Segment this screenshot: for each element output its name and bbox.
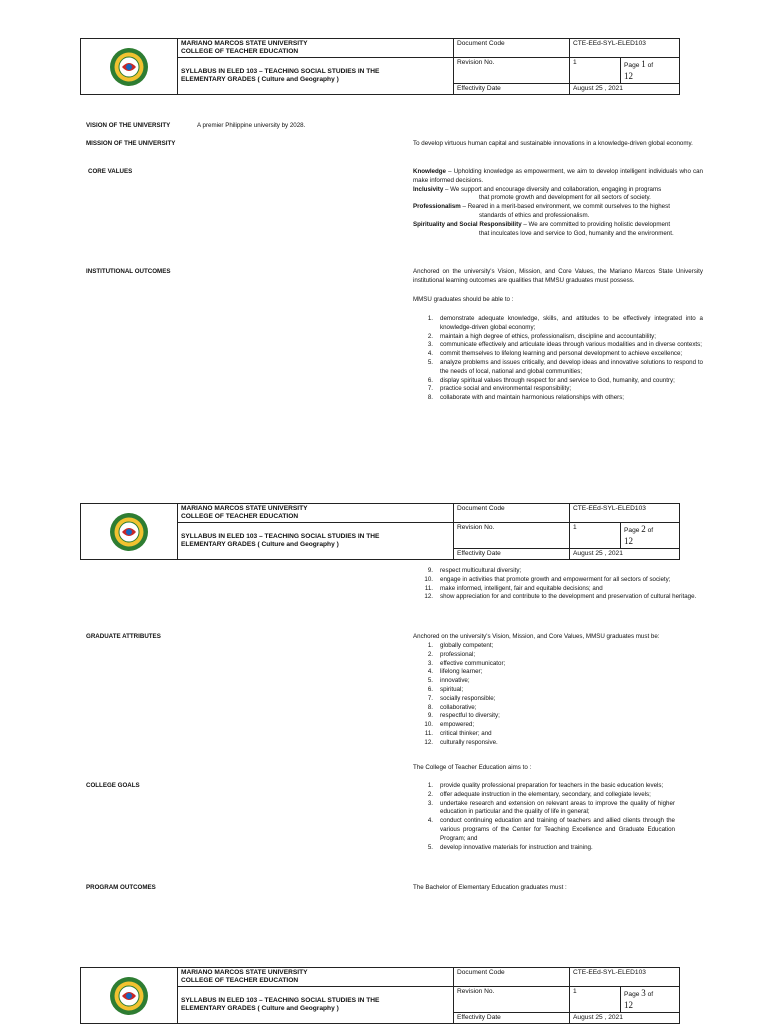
university-seal-icon xyxy=(109,976,149,1016)
institutional-outcomes-label: INSTITUTIONAL OUTCOMES xyxy=(86,268,171,275)
effectivity-label: Effectivity Date xyxy=(454,1012,570,1023)
item-number: 4. xyxy=(427,817,433,825)
item-number: 2. xyxy=(427,332,433,340)
core-value-item xyxy=(413,186,703,204)
core-value-sep: – xyxy=(446,168,454,175)
revision-label: Revision No. xyxy=(454,58,570,84)
syllabus-title-line1: SYLLABUS IN ELED 103 – TEACHING SOCIAL STUDIES IN THE xyxy=(181,68,380,76)
item-text: collaborate with and maintain harmonious relationships with others; xyxy=(440,394,625,402)
list-item xyxy=(413,359,703,377)
college-goals-list xyxy=(413,782,703,852)
item-text: communicate effectively and articulate ideas through various modalities and in diverse contexts; xyxy=(440,341,702,349)
list-item xyxy=(413,660,703,669)
list-item xyxy=(413,333,703,342)
list-item xyxy=(413,791,675,800)
core-values-list xyxy=(413,168,703,238)
item-text: respect multicultural diversity; xyxy=(440,567,522,574)
syllabus-title-line1: SYLLABUS IN ELED 103 – TEACHING SOCIAL STUDIES IN THE xyxy=(181,533,380,541)
item-number: 10. xyxy=(424,721,433,729)
mission-label: MISSION OF THE UNIVERSITY xyxy=(86,140,176,147)
program-outcomes-label: PROGRAM OUTCOMES xyxy=(86,884,156,891)
item-text: undertake research and extension on relevant areas to improve the quality of higher education in particular and the quality of life in general; xyxy=(440,799,675,816)
syllabus-title xyxy=(178,523,454,560)
item-number: 5. xyxy=(427,358,433,366)
item-text: respectful to diversity; xyxy=(440,712,500,720)
item-text: lifelong learner; xyxy=(440,668,483,676)
list-item xyxy=(413,576,703,585)
page-prefix: Page xyxy=(624,527,642,535)
item-text: culturally responsive. xyxy=(440,738,498,746)
university-name: MARIANO MARCOS STATE UNIVERSITY xyxy=(181,505,308,512)
institutional-outcomes-list xyxy=(413,315,703,403)
item-text: display spiritual values through respect for and service to God, humanity, and country; xyxy=(440,376,675,384)
university-name: MARIANO MARCOS STATE UNIVERSITY xyxy=(181,969,308,976)
item-text: innovative; xyxy=(440,677,470,685)
list-item xyxy=(413,377,703,386)
mission-text: To develop virtuous human capital and sustainable innovations in a knowledge-driven global economy. xyxy=(413,140,693,147)
graduate-attributes-list xyxy=(413,642,703,748)
item-text: socially responsible; xyxy=(440,694,496,702)
list-item xyxy=(413,695,703,704)
list-item xyxy=(413,730,703,739)
doc-code-value: CTE-EEd-SYL-ELED103 xyxy=(570,504,680,523)
item-number: 12. xyxy=(424,738,433,746)
graduate-attributes-intro: Anchored on the university's Vision, Mission, and Core Values, MMSU graduates must be: xyxy=(413,633,660,640)
university-seal-cell xyxy=(81,968,178,1024)
list-item xyxy=(413,686,703,695)
doc-code-label: Document Code xyxy=(454,968,570,987)
syllabus-title-line1: SYLLABUS IN ELED 103 – TEACHING SOCIAL STUDIES IN THE xyxy=(181,997,380,1005)
item-number: 2. xyxy=(427,790,433,798)
item-text: globally competent; xyxy=(440,642,494,649)
institutional-outcomes-lead: MMSU graduates should be able to : xyxy=(413,296,514,303)
item-number: 5. xyxy=(427,677,433,685)
item-text: critical thinker; and xyxy=(440,729,492,737)
core-value-name: Inclusivity xyxy=(413,185,444,193)
item-number: 10. xyxy=(424,575,433,583)
header-title-block xyxy=(178,968,454,987)
core-value-text: Reared in a merit-based environment, we commit ourselves to the highest xyxy=(467,203,670,211)
item-text: conduct continuing education and training of teachers and allied clients through the various programs of the Center for Teaching Excellence and Graduate Education Program; and xyxy=(440,817,675,842)
page-of: of xyxy=(645,991,654,999)
core-value-sep: – xyxy=(460,203,468,211)
core-value-name: Spirituality and Social Responsibility xyxy=(413,220,522,228)
page-of: of xyxy=(645,62,654,70)
doc-code-label: Document Code xyxy=(454,39,570,58)
revision-label: Revision No. xyxy=(454,523,570,549)
syllabus-title-line2: ELEMENTARY GRADES ( Culture and Geography ) xyxy=(181,541,339,549)
vision-text: A premier Philippine university by 2028. xyxy=(197,122,306,129)
item-number: 11. xyxy=(424,729,433,737)
item-text: make informed, intelligent, fair and equitable decisions; and xyxy=(440,584,603,592)
list-item xyxy=(413,844,675,853)
college-goals-label: COLLEGE GOALS xyxy=(86,782,140,789)
item-number: 9. xyxy=(427,567,433,574)
item-text: provide quality professional preparation for teachers in the basic education levels; xyxy=(440,782,664,789)
item-number: 7. xyxy=(427,694,433,702)
college-name: COLLEGE OF TEACHER EDUCATION xyxy=(181,513,299,521)
page-prefix: Page xyxy=(624,62,642,70)
page-indicator xyxy=(621,987,680,1013)
item-number: 12. xyxy=(424,593,433,601)
item-text: effective communicator; xyxy=(440,659,506,667)
page-indicator xyxy=(621,523,680,549)
core-value-sep: – xyxy=(521,220,529,228)
header-title-block xyxy=(178,504,454,523)
item-number: 5. xyxy=(427,843,433,851)
item-number: 7. xyxy=(427,385,433,393)
item-text: engage in activities that promote growth and empowerment for all sectors of society; xyxy=(440,575,671,583)
document-header xyxy=(80,503,680,560)
item-text: maintain a high degree of ethics, professionalism, discipline and accountability; xyxy=(440,332,656,340)
core-value-name: Professionalism xyxy=(413,203,461,211)
effectivity-value: August 25 , 2021 xyxy=(570,548,680,559)
core-value-name: Knowledge xyxy=(413,168,447,175)
list-item xyxy=(413,585,703,594)
revision-value: 1 xyxy=(570,58,621,84)
list-item xyxy=(413,341,703,350)
college-name: COLLEGE OF TEACHER EDUCATION xyxy=(181,48,299,56)
item-number: 3. xyxy=(427,799,433,807)
item-number: 4. xyxy=(427,350,433,358)
item-text: commit themselves to lifelong learning and personal development to achieve excellence; xyxy=(440,350,683,358)
list-item xyxy=(413,668,703,677)
item-text: show appreciation for and contribute to the development and preservation of cultural heritage. xyxy=(440,593,697,601)
page-number: 2 xyxy=(641,524,646,535)
page-prefix: Page xyxy=(624,991,642,999)
university-seal-cell xyxy=(81,39,178,95)
core-value-text: We support and encourage diversity and collaboration, engaging in programs xyxy=(450,185,662,193)
page-total: 12 xyxy=(624,70,633,81)
item-text: practice social and environmental responsibility; xyxy=(440,385,572,393)
revision-value: 1 xyxy=(570,987,621,1013)
syllabus-title xyxy=(178,58,454,95)
effectivity-value: August 25 , 2021 xyxy=(570,83,680,94)
core-value-text: We are committed to providing holistic development xyxy=(528,220,671,228)
item-number: 8. xyxy=(427,703,433,711)
revision-label: Revision No. xyxy=(454,987,570,1013)
item-text: spiritual; xyxy=(440,685,464,693)
core-value-text-cont: that promote growth and development for all sectors of society. xyxy=(479,194,651,202)
core-value-text: Upholding knowledge as empowerment, we aim to develop intelligent individuals who can make informed decisions. xyxy=(413,168,703,184)
list-item xyxy=(413,739,703,748)
page-total: 12 xyxy=(624,999,633,1010)
page-total: 12 xyxy=(624,535,633,546)
doc-code-value: CTE-EEd-SYL-ELED103 xyxy=(570,39,680,58)
core-value-item xyxy=(413,168,703,186)
effectivity-label: Effectivity Date xyxy=(454,83,570,94)
list-item xyxy=(413,315,703,333)
list-item xyxy=(413,800,675,818)
vision-label: VISION OF THE UNIVERSITY xyxy=(86,122,171,129)
item-number: 2. xyxy=(427,650,433,658)
item-number: 9. xyxy=(427,712,433,720)
effectivity-label: Effectivity Date xyxy=(454,548,570,559)
university-seal-icon xyxy=(109,47,149,87)
doc-code-label: Document Code xyxy=(454,504,570,523)
item-number: 3. xyxy=(427,341,433,349)
item-text: professional; xyxy=(440,650,476,658)
page-of: of xyxy=(645,527,654,535)
item-text: analyze problems and issues critically, and develop ideas and innovative solutions to respond to the needs of local, national and global communities; xyxy=(440,358,703,375)
document-header xyxy=(80,967,680,1024)
list-item xyxy=(413,817,675,843)
core-value-text-cont: standards of ethics and professionalism. xyxy=(479,211,590,219)
item-text: develop innovative materials for instruction and training. xyxy=(440,843,593,851)
item-number: 1. xyxy=(427,782,433,789)
document-header xyxy=(80,38,680,95)
university-seal-cell xyxy=(81,504,178,560)
institutional-outcomes-list-cont xyxy=(413,567,703,602)
header-title-block xyxy=(178,39,454,58)
page-number: 1 xyxy=(641,59,646,70)
doc-code-value: CTE-EEd-SYL-ELED103 xyxy=(570,968,680,987)
list-item xyxy=(413,394,703,403)
item-number: 6. xyxy=(427,376,433,384)
syllabus-title-line2: ELEMENTARY GRADES ( Culture and Geography ) xyxy=(181,76,339,84)
list-item xyxy=(413,704,703,713)
graduate-attributes-label: GRADUATE ATTRIBUTES xyxy=(86,633,161,640)
list-item xyxy=(413,567,703,576)
item-number: 6. xyxy=(427,685,433,693)
list-item xyxy=(413,721,703,730)
list-item xyxy=(413,651,703,660)
effectivity-value: August 25 , 2021 xyxy=(570,1012,680,1023)
program-outcomes-text: The Bachelor of Elementary Education graduates must : xyxy=(413,884,567,891)
item-text: collaborative; xyxy=(440,703,477,711)
list-item xyxy=(413,593,703,602)
item-number: 1. xyxy=(427,315,433,322)
item-number: 1. xyxy=(427,642,433,649)
item-number: 4. xyxy=(427,668,433,676)
list-item xyxy=(413,350,703,359)
university-seal-icon xyxy=(109,512,149,552)
item-text: offer adequate instruction in the elementary, secondary, and collegiate levels; xyxy=(440,790,651,798)
core-value-sep: – xyxy=(443,185,451,193)
list-item xyxy=(413,642,703,651)
college-goals-intro: The College of Teacher Education aims to : xyxy=(413,764,532,771)
core-value-item xyxy=(413,221,703,239)
item-number: 11. xyxy=(424,584,433,592)
list-item xyxy=(413,385,703,394)
university-name: MARIANO MARCOS STATE UNIVERSITY xyxy=(181,40,308,47)
syllabus-title-line2: ELEMENTARY GRADES ( Culture and Geography ) xyxy=(181,1005,339,1013)
list-item xyxy=(413,782,675,791)
core-values-label: CORE VALUES xyxy=(88,168,133,175)
list-item xyxy=(413,712,703,721)
core-value-item xyxy=(413,203,703,221)
page-indicator xyxy=(621,58,680,84)
item-text: demonstrate adequate knowledge, skills, and attitudes to be effectively integrated into a knowledge-driven global economy; xyxy=(440,315,703,331)
list-item xyxy=(413,677,703,686)
revision-value: 1 xyxy=(570,523,621,549)
item-text: empowered; xyxy=(440,721,475,729)
institutional-outcomes-intro: Anchored on the university's Vision, Mission, and Core Values, the Mariano Marcos State University institutional learning outcomes are qualities that MMSU graduates must possess. xyxy=(413,268,703,284)
college-name: COLLEGE OF TEACHER EDUCATION xyxy=(181,977,299,985)
core-value-text-cont: that inculcates love and service to God, humanity and the environment. xyxy=(479,229,674,237)
syllabus-title xyxy=(178,987,454,1024)
item-number: 8. xyxy=(427,394,433,402)
item-number: 3. xyxy=(427,659,433,667)
page-number: 3 xyxy=(641,988,646,999)
